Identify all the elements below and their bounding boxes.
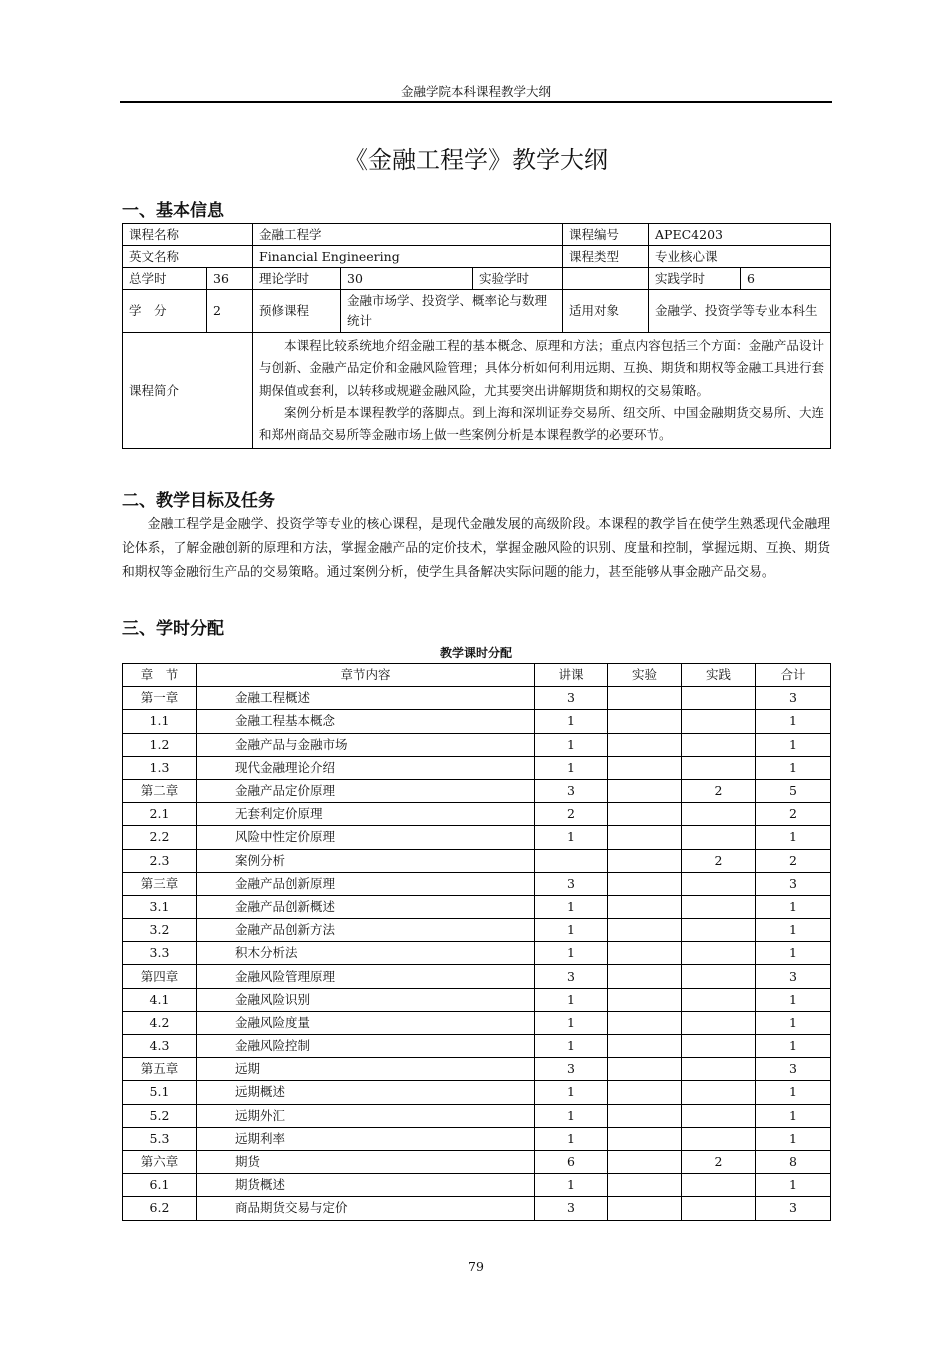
lecture-cell: 6 [535,1150,608,1173]
lab-cell [608,756,682,779]
lecture-cell: 1 [535,942,608,965]
total-cell: 1 [756,1011,831,1034]
content-cell: 期货 [197,1150,535,1173]
content-cell: 现代金融理论介绍 [197,756,535,779]
total-cell: 3 [756,965,831,988]
table-row [123,1104,831,1127]
content-cell: 金融风险识别 [197,988,535,1011]
header-total: 合计 [756,664,831,687]
objectives-paragraph: 金融工程学是金融学、投资学等专业的核心课程，是现代金融发展的高级阶段。本课程的教学旨在使学生熟悉现代金融理论体系，了解金融创新的原理和方法，掌握金融产品的定价技术，掌握金融风险的识别、度量和控制，掌握远期、互换、期货和期权等金融衍生产品的交易策略。通过案例分析，使学生具备解决实际问题的能力，甚至能够从事金融产品交易。 [122,517,830,580]
content-cell: 远期利率 [197,1127,535,1150]
total-hours-label: 总学时 [123,268,207,290]
practice-cell [682,1127,756,1150]
chapter-cell: 6.1 [123,1174,197,1197]
chapter-cell: 第二章 [123,779,197,802]
lab-cell [608,733,682,756]
table-row [123,942,831,965]
lab-cell [608,1127,682,1150]
lab-cell [608,1104,682,1127]
table-row [123,1150,831,1173]
practice-cell [682,733,756,756]
audience-label: 适用对象 [563,290,649,333]
table-row [123,872,831,895]
chapter-cell: 2.2 [123,826,197,849]
course-intro-paragraph-2: 案例分析是本课程教学的落脚点。到上海和深圳证券交易所、纽交所、中国金融期货交易所、大连和郑州商品交易所等金融市场上做一些案例分析是本课程教学的必要环节。 [259,404,825,443]
chapter-cell: 4.3 [123,1035,197,1058]
content-cell: 金融产品与金融市场 [197,733,535,756]
course-type-value: 专业核心课 [649,246,831,268]
total-hours-value: 36 [207,268,253,290]
content-cell: 金融产品定价原理 [197,779,535,802]
practice-hours-label: 实践学时 [649,268,741,290]
table-row [123,1127,831,1150]
lab-cell [608,988,682,1011]
content-cell: 远期概述 [197,1081,535,1104]
content-cell: 金融工程概述 [197,687,535,710]
running-header: 金融学院本科课程教学大纲 [400,84,551,99]
chapter-cell: 第五章 [123,1058,197,1081]
practice-cell [682,1035,756,1058]
header-content: 章节内容 [197,664,535,687]
lab-cell [608,942,682,965]
practice-hours-value: 6 [741,268,831,290]
content-cell: 远期 [197,1058,535,1081]
lab-cell [608,1035,682,1058]
table-row [123,687,831,710]
prereq-value: 金融市场学、投资学、概率论与数理统计 [341,290,563,333]
practice-cell [682,756,756,779]
chapter-cell: 3.3 [123,942,197,965]
section-heading-basic-info: 一、基本信息 [122,201,224,221]
lab-cell [608,1197,682,1220]
hours-table-header-row [123,664,831,687]
chapter-cell: 第四章 [123,965,197,988]
lab-cell [608,849,682,872]
lecture-cell: 2 [535,803,608,826]
practice-cell [682,803,756,826]
table-row [123,1174,831,1197]
section-heading-objectives: 二、教学目标及任务 [122,491,275,511]
lecture-cell: 1 [535,826,608,849]
total-cell: 1 [756,1127,831,1150]
chapter-cell: 第一章 [123,687,197,710]
total-cell: 3 [756,687,831,710]
lecture-cell: 3 [535,965,608,988]
english-name-value: Financial Engineering [253,246,563,268]
table-row [123,895,831,918]
chapter-cell: 2.1 [123,803,197,826]
lecture-cell: 1 [535,919,608,942]
lab-cell [608,1150,682,1173]
total-cell: 2 [756,849,831,872]
total-cell: 1 [756,942,831,965]
prereq-label: 预修课程 [253,290,341,333]
total-cell: 2 [756,803,831,826]
chapter-cell: 1.1 [123,710,197,733]
chapter-cell: 4.1 [123,988,197,1011]
header-lab: 实验 [608,664,682,687]
course-intro-content [253,333,831,449]
table-row [123,1035,831,1058]
lab-cell [608,965,682,988]
lecture-cell [535,849,608,872]
course-type-label: 课程类型 [563,246,649,268]
table-row [123,756,831,779]
lecture-cell: 1 [535,733,608,756]
lecture-cell: 1 [535,756,608,779]
content-cell: 金融风险管理原理 [197,965,535,988]
content-cell: 远期外汇 [197,1104,535,1127]
lecture-cell: 1 [535,895,608,918]
hours-table-caption: 教学课时分配 [439,646,512,660]
course-code-value: APEC4203 [649,224,831,246]
chapter-cell: 4.2 [123,1011,197,1034]
header-rule [120,101,832,103]
lab-hours-value [563,268,649,290]
practice-cell: 2 [682,1150,756,1173]
content-cell: 商品期货交易与定价 [197,1197,535,1220]
practice-cell: 2 [682,849,756,872]
table-row [123,733,831,756]
chapter-cell: 1.3 [123,756,197,779]
header-chapter: 章 节 [123,664,197,687]
content-cell: 案例分析 [197,849,535,872]
basic-info-table [122,223,831,449]
practice-cell: 2 [682,779,756,802]
table-row [123,826,831,849]
lecture-cell: 1 [535,1104,608,1127]
chapter-cell: 3.2 [123,919,197,942]
lab-cell [608,872,682,895]
total-cell: 1 [756,756,831,779]
chapter-cell: 3.1 [123,895,197,918]
lecture-cell: 3 [535,687,608,710]
lecture-cell: 1 [535,1035,608,1058]
table-row [123,965,831,988]
practice-cell [682,1081,756,1104]
table-row [123,1058,831,1081]
lab-cell [608,895,682,918]
lab-cell [608,710,682,733]
total-cell: 1 [756,733,831,756]
lab-cell [608,1081,682,1104]
theory-hours-value: 30 [341,268,473,290]
total-cell: 1 [756,919,831,942]
lecture-cell: 3 [535,1197,608,1220]
content-cell: 金融产品创新概述 [197,895,535,918]
practice-cell [682,1104,756,1127]
table-row [123,988,831,1011]
lecture-cell: 3 [535,1058,608,1081]
chapter-cell: 1.2 [123,733,197,756]
lecture-cell: 1 [535,1127,608,1150]
lab-cell [608,687,682,710]
table-row [123,1011,831,1034]
lecture-cell: 1 [535,1011,608,1034]
lecture-cell: 1 [535,988,608,1011]
document-title: 《金融工程学》教学大纲 [344,146,608,174]
lab-cell [608,779,682,802]
chapter-cell: 5.2 [123,1104,197,1127]
practice-cell [682,895,756,918]
content-cell: 金融风险控制 [197,1035,535,1058]
practice-cell [682,942,756,965]
lecture-cell: 1 [535,710,608,733]
practice-cell [682,919,756,942]
lab-cell [608,803,682,826]
total-cell: 1 [756,710,831,733]
credits-value: 2 [207,290,253,333]
total-cell: 3 [756,1197,831,1220]
course-code-label: 课程编号 [563,224,649,246]
table-row [123,919,831,942]
course-name-value: 金融工程学 [253,224,563,246]
course-name-label: 课程名称 [123,224,253,246]
section-heading-hours: 三、学时分配 [122,619,224,639]
total-cell: 5 [756,779,831,802]
total-cell: 1 [756,1104,831,1127]
table-row [123,803,831,826]
practice-cell [682,710,756,733]
course-intro-label: 课程简介 [123,333,253,449]
lab-cell [608,826,682,849]
content-cell: 积木分析法 [197,942,535,965]
practice-cell [682,826,756,849]
course-intro-paragraph-1: 本课程比较系统地介绍金融工程的基本概念、原理和方法；重点内容包括三个方面：金融产品设计与创新、金融产品定价和金融风险管理；具体分析如何利用远期、互换、期货和期权等金融工具进行套期保值或套利，以转移或规避金融风险，尤其要突出讲解期货和期权的交易策略。 [259,338,825,398]
lab-hours-label: 实验学时 [473,268,563,290]
practice-cell [682,687,756,710]
hours-table [122,663,831,1221]
total-cell: 1 [756,895,831,918]
total-cell: 3 [756,1058,831,1081]
lecture-cell: 3 [535,779,608,802]
content-cell: 金融工程基本概念 [197,710,535,733]
theory-hours-label: 理论学时 [253,268,341,290]
table-row [123,779,831,802]
content-cell: 金融产品创新方法 [197,919,535,942]
total-cell: 1 [756,1081,831,1104]
credits-label: 学 分 [123,290,207,333]
chapter-cell: 2.3 [123,849,197,872]
practice-cell [682,872,756,895]
practice-cell [682,1011,756,1034]
table-row [123,849,831,872]
english-name-label: 英文名称 [123,246,253,268]
lab-cell [608,1174,682,1197]
chapter-cell: 5.1 [123,1081,197,1104]
practice-cell [682,1058,756,1081]
header-lecture: 讲课 [535,664,608,687]
table-row [123,1197,831,1220]
content-cell: 期货概述 [197,1174,535,1197]
content-cell: 金融产品创新原理 [197,872,535,895]
practice-cell [682,1174,756,1197]
practice-cell [682,965,756,988]
total-cell: 1 [756,826,831,849]
audience-value: 金融学、投资学等专业本科生 [649,290,831,333]
practice-cell [682,1197,756,1220]
chapter-cell: 6.2 [123,1197,197,1220]
total-cell: 3 [756,872,831,895]
table-row [123,710,831,733]
total-cell: 1 [756,988,831,1011]
table-row [123,1081,831,1104]
header-practice: 实践 [682,664,756,687]
total-cell: 8 [756,1150,831,1173]
total-cell: 1 [756,1174,831,1197]
lecture-cell: 1 [535,1081,608,1104]
lab-cell [608,919,682,942]
practice-cell [682,988,756,1011]
content-cell: 风险中性定价原理 [197,826,535,849]
lab-cell [608,1058,682,1081]
content-cell: 金融风险度量 [197,1011,535,1034]
chapter-cell: 第三章 [123,872,197,895]
content-cell: 无套利定价原理 [197,803,535,826]
hours-table-body [123,687,831,1220]
page-number: 79 [468,1259,484,1274]
lecture-cell: 3 [535,872,608,895]
lab-cell [608,1011,682,1034]
chapter-cell: 第六章 [123,1150,197,1173]
lecture-cell: 1 [535,1174,608,1197]
chapter-cell: 5.3 [123,1127,197,1150]
total-cell: 1 [756,1035,831,1058]
